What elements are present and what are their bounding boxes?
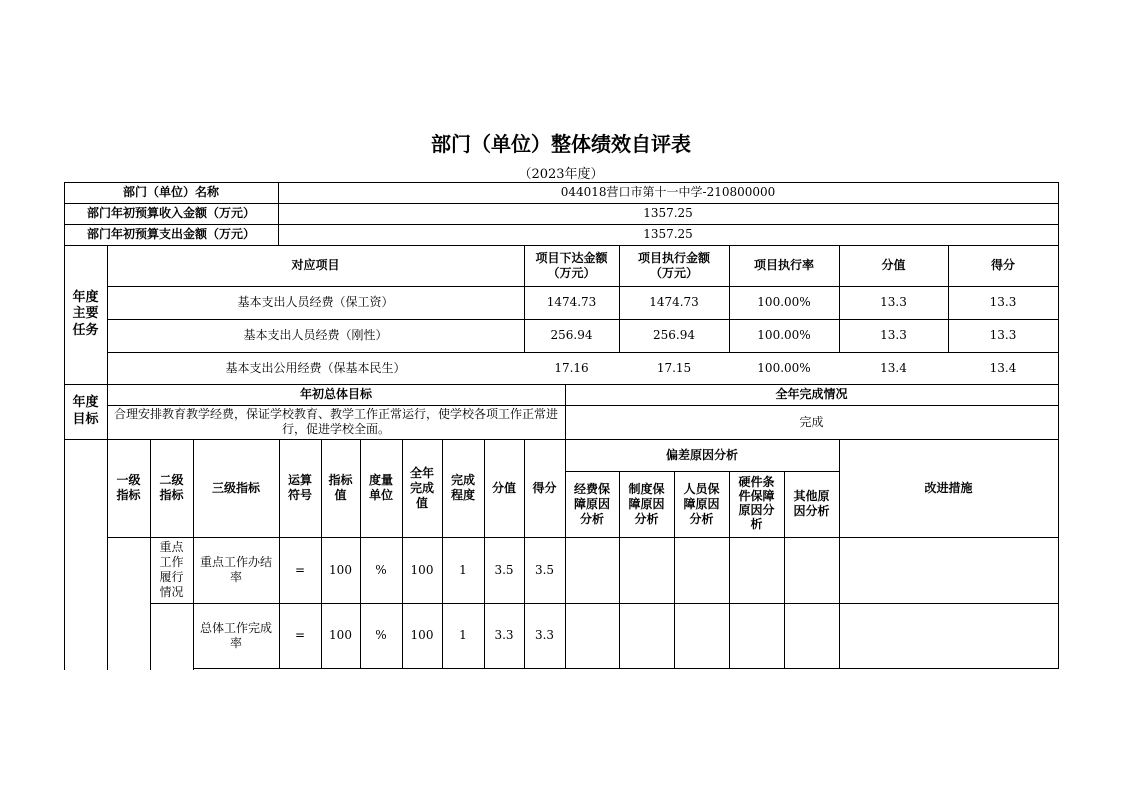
ind-row-score: 3.3: [534, 628, 555, 642]
ind-row-level2: 重点 工作 履行 情况: [159, 540, 184, 599]
budget-income-value: 1357.25: [643, 206, 693, 220]
ind-header-deviation: 偏差原因分析: [665, 447, 738, 462]
ind-row-operator: =: [294, 628, 306, 642]
ind-row-completion-degree: 1: [459, 562, 467, 577]
task-row-project: 基本支出人员经费（刚性）: [243, 328, 388, 342]
ind-header-unit: 度量 单位: [368, 473, 393, 502]
tasks-header-issued: 项目下达金额（万元）: [535, 250, 608, 280]
task-row-executed: 1474.73: [649, 295, 699, 309]
ind-header-personnel: 人员保 障原因 分析: [683, 481, 720, 526]
ind-row-score-value: 3.3: [494, 628, 514, 642]
task-row-executed: 17.15: [656, 360, 692, 375]
task-row-issued: 1474.73: [546, 295, 597, 309]
goals-completion-header: 全年完成情况: [775, 387, 848, 401]
task-row-rate: 100.00%: [757, 360, 811, 375]
task-row-executed: 256.94: [653, 328, 695, 342]
ind-row-score: 3.5: [534, 562, 555, 577]
ind-row-target-value: 100: [329, 628, 352, 642]
page-subtitle: （2023年度）: [518, 167, 604, 182]
ind-row-unit: %: [375, 562, 387, 577]
ind-header-completion-degree: 完成 程度: [450, 473, 475, 502]
task-row-score: 13.3: [989, 295, 1017, 309]
task-row-rate: 100.00%: [757, 328, 811, 342]
unit-name-label: 部门（单位）名称: [122, 185, 219, 199]
task-row-project: 基本支出人员经费（保工资）: [237, 295, 394, 309]
ind-row-score-value: 3.5: [494, 562, 514, 577]
tasks-header-project: 对应项目: [291, 258, 340, 272]
task-row-score: 13.3: [989, 328, 1017, 342]
ind-header-operator: 运算 符号: [287, 473, 312, 502]
ind-header-level3: 三级指标: [211, 480, 260, 495]
performance-table: [64, 182, 1058, 670]
task-row-issued: 256.94: [550, 328, 593, 342]
task-row-issued: 17.16: [554, 360, 589, 375]
ind-header-level1: 一级 指标: [116, 473, 141, 502]
ind-header-system: 制度保 障原因 分析: [628, 481, 665, 526]
tasks-header-score-value: 分值: [881, 258, 906, 272]
ind-row-full-year-value: 100: [410, 628, 434, 642]
page-title: 部门（单位）整体绩效自评表: [431, 132, 691, 156]
ind-row-level3: 重点工作办结率: [199, 555, 272, 584]
ind-row-full-year-value: 100: [410, 562, 434, 577]
task-row-score-value: 13.3: [880, 295, 907, 309]
unit-name-value: 044018营口市第十一中学-210800000: [560, 185, 776, 199]
ind-header-score-value: 分值: [491, 480, 516, 495]
goals-completion-text: 完成: [799, 414, 824, 429]
budget-income-label: 部门年初预算收入金额（万元）: [86, 206, 255, 220]
goals-section-label: 年度 目标: [72, 395, 99, 427]
tasks-header-score: 得分: [990, 258, 1015, 272]
ind-row-unit: %: [375, 628, 387, 642]
ind-header-hardware: 硬件条 件保障 原因分 析: [738, 475, 775, 531]
ind-header-score: 得分: [532, 480, 557, 495]
ind-header-funding: 经费保 障原因 分析: [573, 481, 610, 526]
ind-row-target-value: 100: [329, 562, 352, 577]
budget-expense-label: 部门年初预算支出金额（万元）: [86, 227, 255, 241]
tasks-header-executed: 项目执行金额（万元）: [637, 250, 710, 280]
goals-target-text: 合理安排教育教学经费，保证学校教育、教学工作正常运行，使学校各项工作正常进行，促进学校全面。: [113, 407, 558, 436]
ind-row-operator: =: [294, 562, 306, 577]
task-row-project: 基本支出公用经费（保基本民生）: [225, 360, 406, 375]
ind-header-target-value: 指标 值: [328, 473, 353, 502]
task-row-score-value: 13.4: [880, 360, 907, 375]
budget-expense-value: 1357.25: [643, 227, 693, 241]
tasks-header-rate: 项目执行率: [753, 258, 814, 272]
ind-row-completion-degree: 1: [459, 628, 467, 642]
ind-header-level2: 二级 指标: [159, 473, 184, 502]
ind-row-level3: 总体工作完成率: [199, 620, 272, 650]
ind-header-full-year-value: 全年 完成 值: [409, 465, 434, 510]
goals-target-header: 年初总体目标: [299, 387, 372, 401]
task-row-score-value: 13.3: [880, 328, 907, 342]
ind-header-improvement: 改进措施: [924, 480, 973, 495]
ind-header-other: 其他原 因分析: [793, 489, 830, 518]
task-row-rate: 100.00%: [757, 295, 811, 309]
task-row-score: 13.4: [989, 360, 1017, 375]
tasks-section-label: 年度 主要 任务: [72, 290, 99, 338]
